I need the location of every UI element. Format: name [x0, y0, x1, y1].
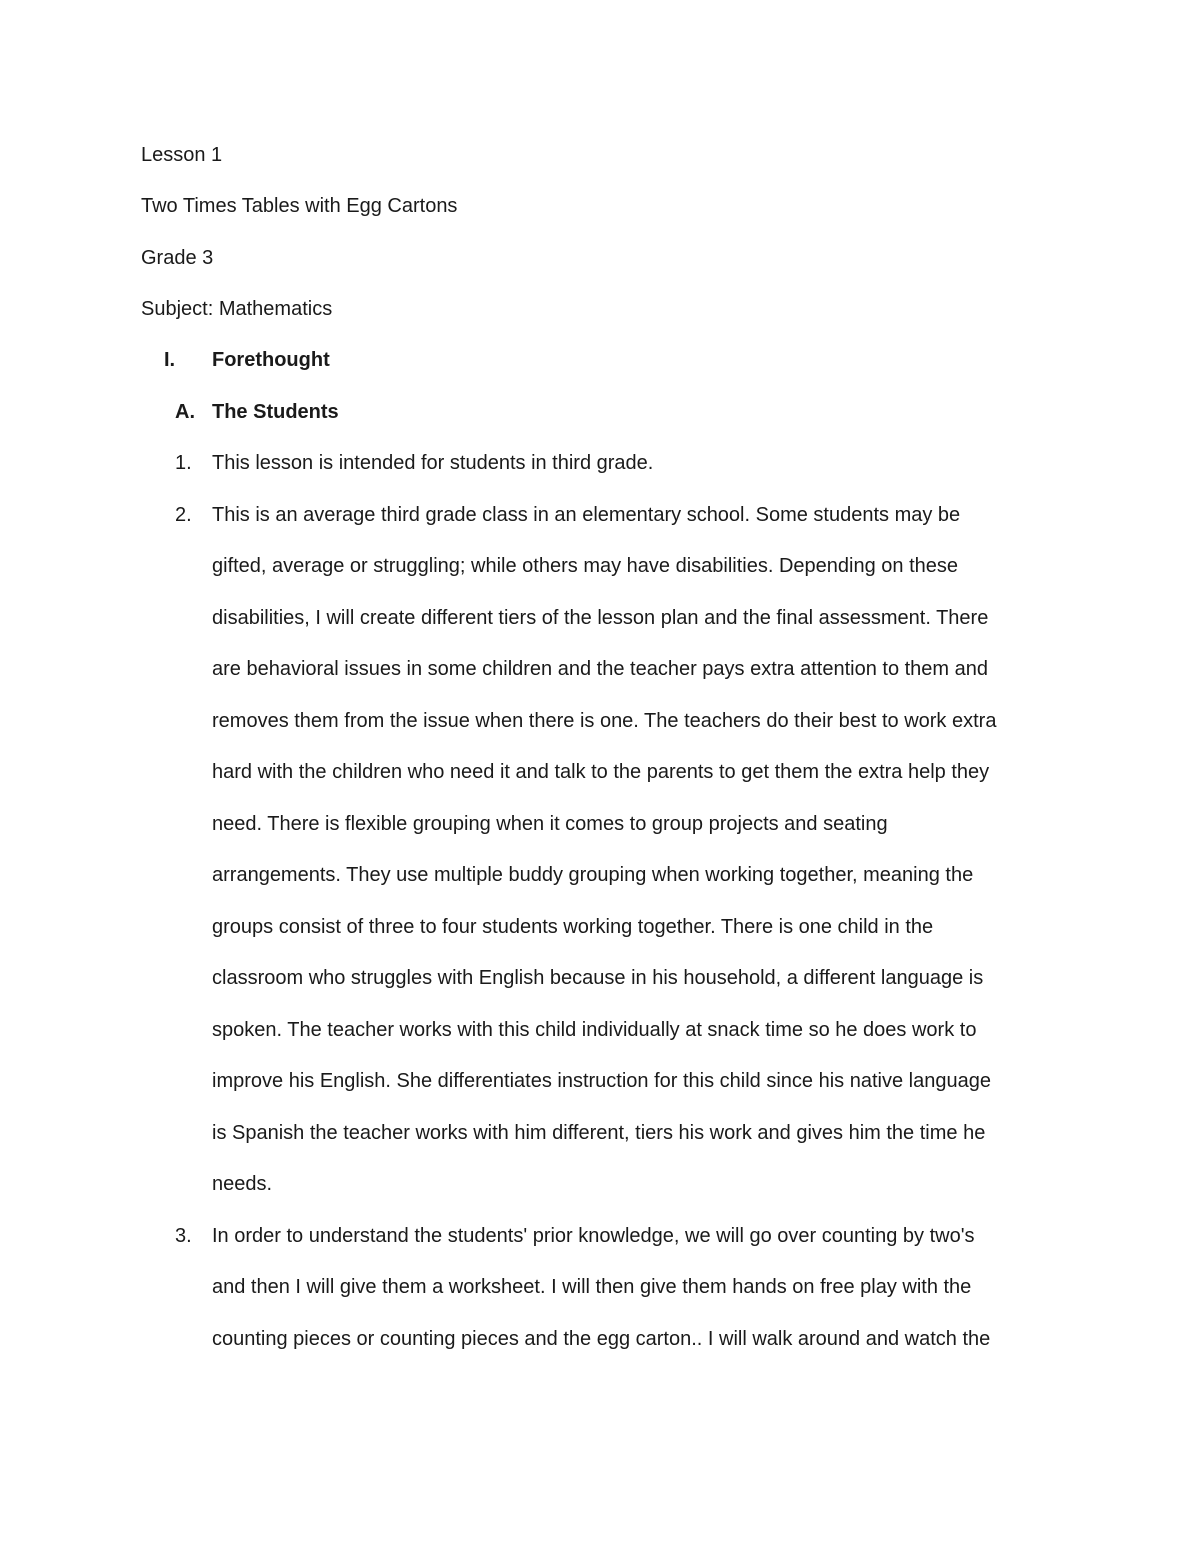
list-item-marker: 2. [175, 503, 192, 526]
list-item-text-line: and then I will give them a worksheet. I will then give them hands on free play with the [212, 1276, 972, 1298]
list-item-text-line: needs. [212, 1173, 273, 1195]
list-item-text-line: are behavioral issues in some children and the teacher pays extra attention to them and [212, 658, 989, 680]
list-item-text-line: counting pieces or counting pieces and the egg carton.. I will walk around and watch the [212, 1328, 991, 1350]
list-item-text-line: gifted, average or struggling; while others may have disabilities. Depending on these [212, 555, 958, 577]
subsection-marker: A. [175, 401, 195, 423]
lesson-title: Two Times Tables with Egg Cartons [141, 195, 458, 217]
subject-line: Subject: Mathematics [141, 298, 333, 320]
list-item-marker: 3. [175, 1224, 192, 1247]
section-marker: I. [164, 349, 176, 371]
list-item-text-line: is Spanish the teacher works with him different, tiers his work and gives him the time he [212, 1122, 986, 1144]
list-item-text-line: arrangements. They use multiple buddy grouping when working together, meaning the [212, 864, 974, 886]
list-item-text-line: disabilities, I will create different tiers of the lesson plan and the final assessment. There [212, 607, 989, 629]
section-heading: Forethought [212, 349, 330, 371]
list-item-text-line: need. There is flexible grouping when it comes to group projects and seating [212, 813, 888, 835]
list-item-text-line: This lesson is intended for students in third grade. [212, 452, 654, 474]
list-item-text-line: In order to understand the students' prior knowledge, we will go over counting by two's [212, 1225, 975, 1247]
list-item-text-line: groups consist of three to four students working together. There is one child in the [212, 916, 934, 938]
grade-level: Grade 3 [141, 247, 214, 269]
list-item-text-line: spoken. The teacher works with this child individually at snack time so he does work to [212, 1019, 977, 1041]
list-item-text-line: classroom who struggles with English because in his household, a different language is [212, 967, 984, 989]
list-item-marker: 1. [175, 452, 192, 474]
lesson-number: Lesson 1 [141, 144, 223, 166]
list-item-text-line: This is an average third grade class in an elementary school. Some students may be [212, 504, 961, 526]
list-item-text-line: hard with the children who need it and talk to the parents to get them the extra help they [212, 761, 990, 783]
list-item-text-line: improve his English. She differentiates instruction for this child since his native language [212, 1070, 991, 1092]
subsection-heading: The Students [212, 401, 339, 423]
list-item-text-line: removes them from the issue when there is one. The teachers do their best to work extra [212, 710, 997, 732]
